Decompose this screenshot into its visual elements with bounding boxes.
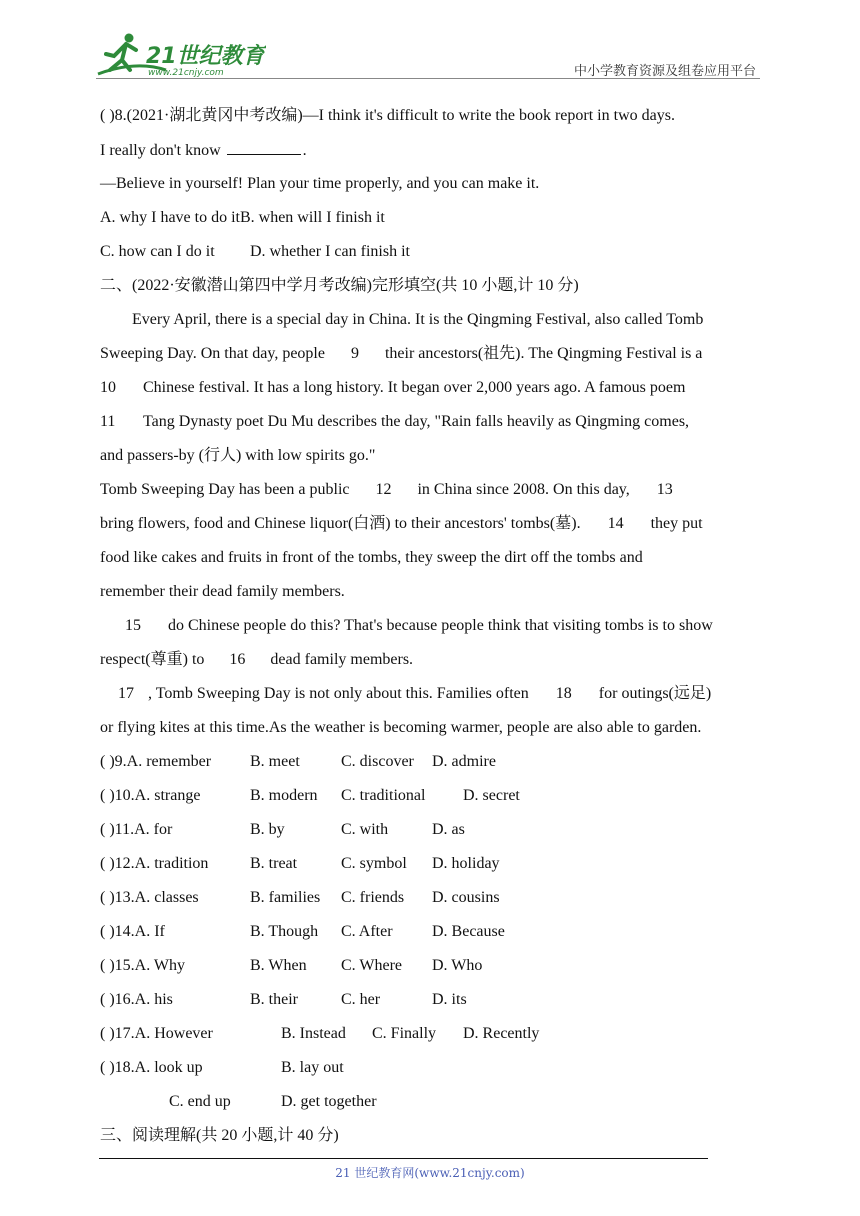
header-divider: [96, 78, 760, 79]
svg-text:www.21cnjy.com: www.21cnjy.com: [148, 68, 224, 78]
q8-answer-blank[interactable]: [227, 140, 301, 155]
blank-16: 16: [229, 651, 246, 668]
blank-14: 14: [607, 515, 624, 532]
blank-18: 18: [555, 685, 572, 702]
passage-line: Every April, there is a special day in China. It is the Qingming Festival, also called Tomb: [132, 311, 704, 328]
passage-line: 15 do Chinese people do this? That's because people think that visiting tombs is to show: [125, 617, 713, 634]
passage-line: respect(尊重) to 16 dead family members.: [100, 651, 414, 668]
q8-stem: ( )8.(2021·湖北黄冈中考改编)—I think it's difficult to write the book report in two days.: [100, 107, 675, 124]
passage-line: bring flowers, food and Chinese liquor(白酒) to their ancestors' tombs(墓). 14 they put: [100, 515, 703, 532]
passage-line: or flying kites at this time.As the weather is becoming warmer, people are also able to garden.: [100, 719, 702, 736]
passage-line: and passers-by (行人) with low spirits go.": [100, 447, 376, 464]
q8-stem-line2: I really don't know .: [100, 142, 307, 159]
document-page: 21世纪教育 www.21cnjy.com 中小学教育资源及组卷应用平台 ( )8.(2021·湖北黄冈中考改编)—I think it's difficult to write the book report in two days. I really don't know . —Believe in yourself! Plan your time properly, and you can make it. A. why I have to do itB. when will I finish it C. how can I do it D. whether I can finish it 二、(2022·安徽潜山第四中学月考改编)完形填空(共 10 小题,计 10 分) Every April, there is a special day in China. It is the Qingming Festival, also called Tomb Sweeping Day. On that day, people 9 their ancestors(祖先). The Qingming Festival is a 10 Chinese festival. It has a long history. It began over 2,000 years ago. A famous poem 11 Tang Dynasty poet Du Mu describes the day, "Rain falls heavily as Qingming comes, and passers-by (行人) with low spirits go." Tomb Sweeping Day has been a public 12 in China since 2008. On this day, 13 bring flowers, food and Chinese liquor(白酒) to their ancestors' tombs(墓). 14 they put food like cakes and fruits in front of the tombs, they sweep the dirt off the tombs and remember their dead family members. 15 do Chinese people do this? That's because people think that visiting tombs is to show respect(尊重) to 16 dead family members. 17 , Tomb Sweeping Day is not only about this. Families often 18 for outings(远足) or flying kites at this time.As the weather is becoming warmer, people are also able to garden. ( )9.A. remember B. meet C. discover D. admire ( )10.A. strange B. modern C. traditional D. secret ( )11.A. for B. by C. with D. as ( )12.A. tradition B. treat C. symbol D. holiday ( )13.A. classes B. families C. friends D. cousins ( )14.A. If B. Though C. After D. Because ( )15.A. Why B. When C. Where D. Who ( )16.A. his B. their C. her D. its ( )17.A. However B. Instead C. Finally D. Recently ( )18.A. look up B. lay out C. end up D. get together 三、阅读理解(共 20 小题,计 40 分) 21 世纪教育网(www.21cnjy.com): [0, 0, 860, 1216]
blank-13: 13: [656, 481, 673, 498]
blank-10: 10: [100, 379, 116, 396]
section3-title: 三、阅读理解(共 20 小题,计 40 分): [100, 1127, 339, 1144]
passage-line: Tomb Sweeping Day has been a public 12 in China since 2008. On this day, 13: [100, 480, 700, 500]
q8-options-ab: A. why I have to do itB. when will I finish it: [100, 209, 385, 226]
footer-divider: [99, 1158, 708, 1159]
blank-11: 11: [100, 413, 116, 430]
passage-line: Sweeping Day. On that day, people 9 their ancestors(祖先). The Qingming Festival is a: [100, 345, 703, 362]
passage-line: 17 , Tomb Sweeping Day is not only about this. Families often 18 for outings(远足): [118, 685, 712, 702]
runner-logo-icon: [96, 30, 266, 80]
blank-9: 9: [350, 345, 359, 362]
platform-name: 中小学教育资源及组卷应用平台: [573, 64, 756, 79]
site-logo[interactable]: [96, 30, 266, 80]
blank-15: 15: [125, 617, 141, 634]
passage-line: 10 Chinese festival. It has a long history. It began over 2,000 years ago. A famous poem: [100, 379, 686, 396]
passage-line: remember their dead family members.: [100, 583, 345, 600]
passage-line: food like cakes and fruits in front of the tombs, they sweep the dirt off the tombs and: [100, 549, 643, 566]
blank-12: 12: [375, 481, 392, 498]
footer-site-link[interactable]: 21 世纪教育网(www.21cnjy.com): [335, 1166, 525, 1180]
q8-reply: —Believe in yourself! Plan your time properly, and you can make it.: [100, 175, 540, 192]
passage-line: 11 Tang Dynasty poet Du Mu describes the day, "Rain falls heavily as Qingming comes,: [100, 413, 690, 430]
svg-text:21世纪教育: 21世纪教育: [146, 44, 265, 69]
section2-title: 二、(2022·安徽潜山第四中学月考改编)完形填空(共 10 小题,计 10 分): [100, 277, 579, 294]
blank-17: 17: [118, 685, 134, 702]
